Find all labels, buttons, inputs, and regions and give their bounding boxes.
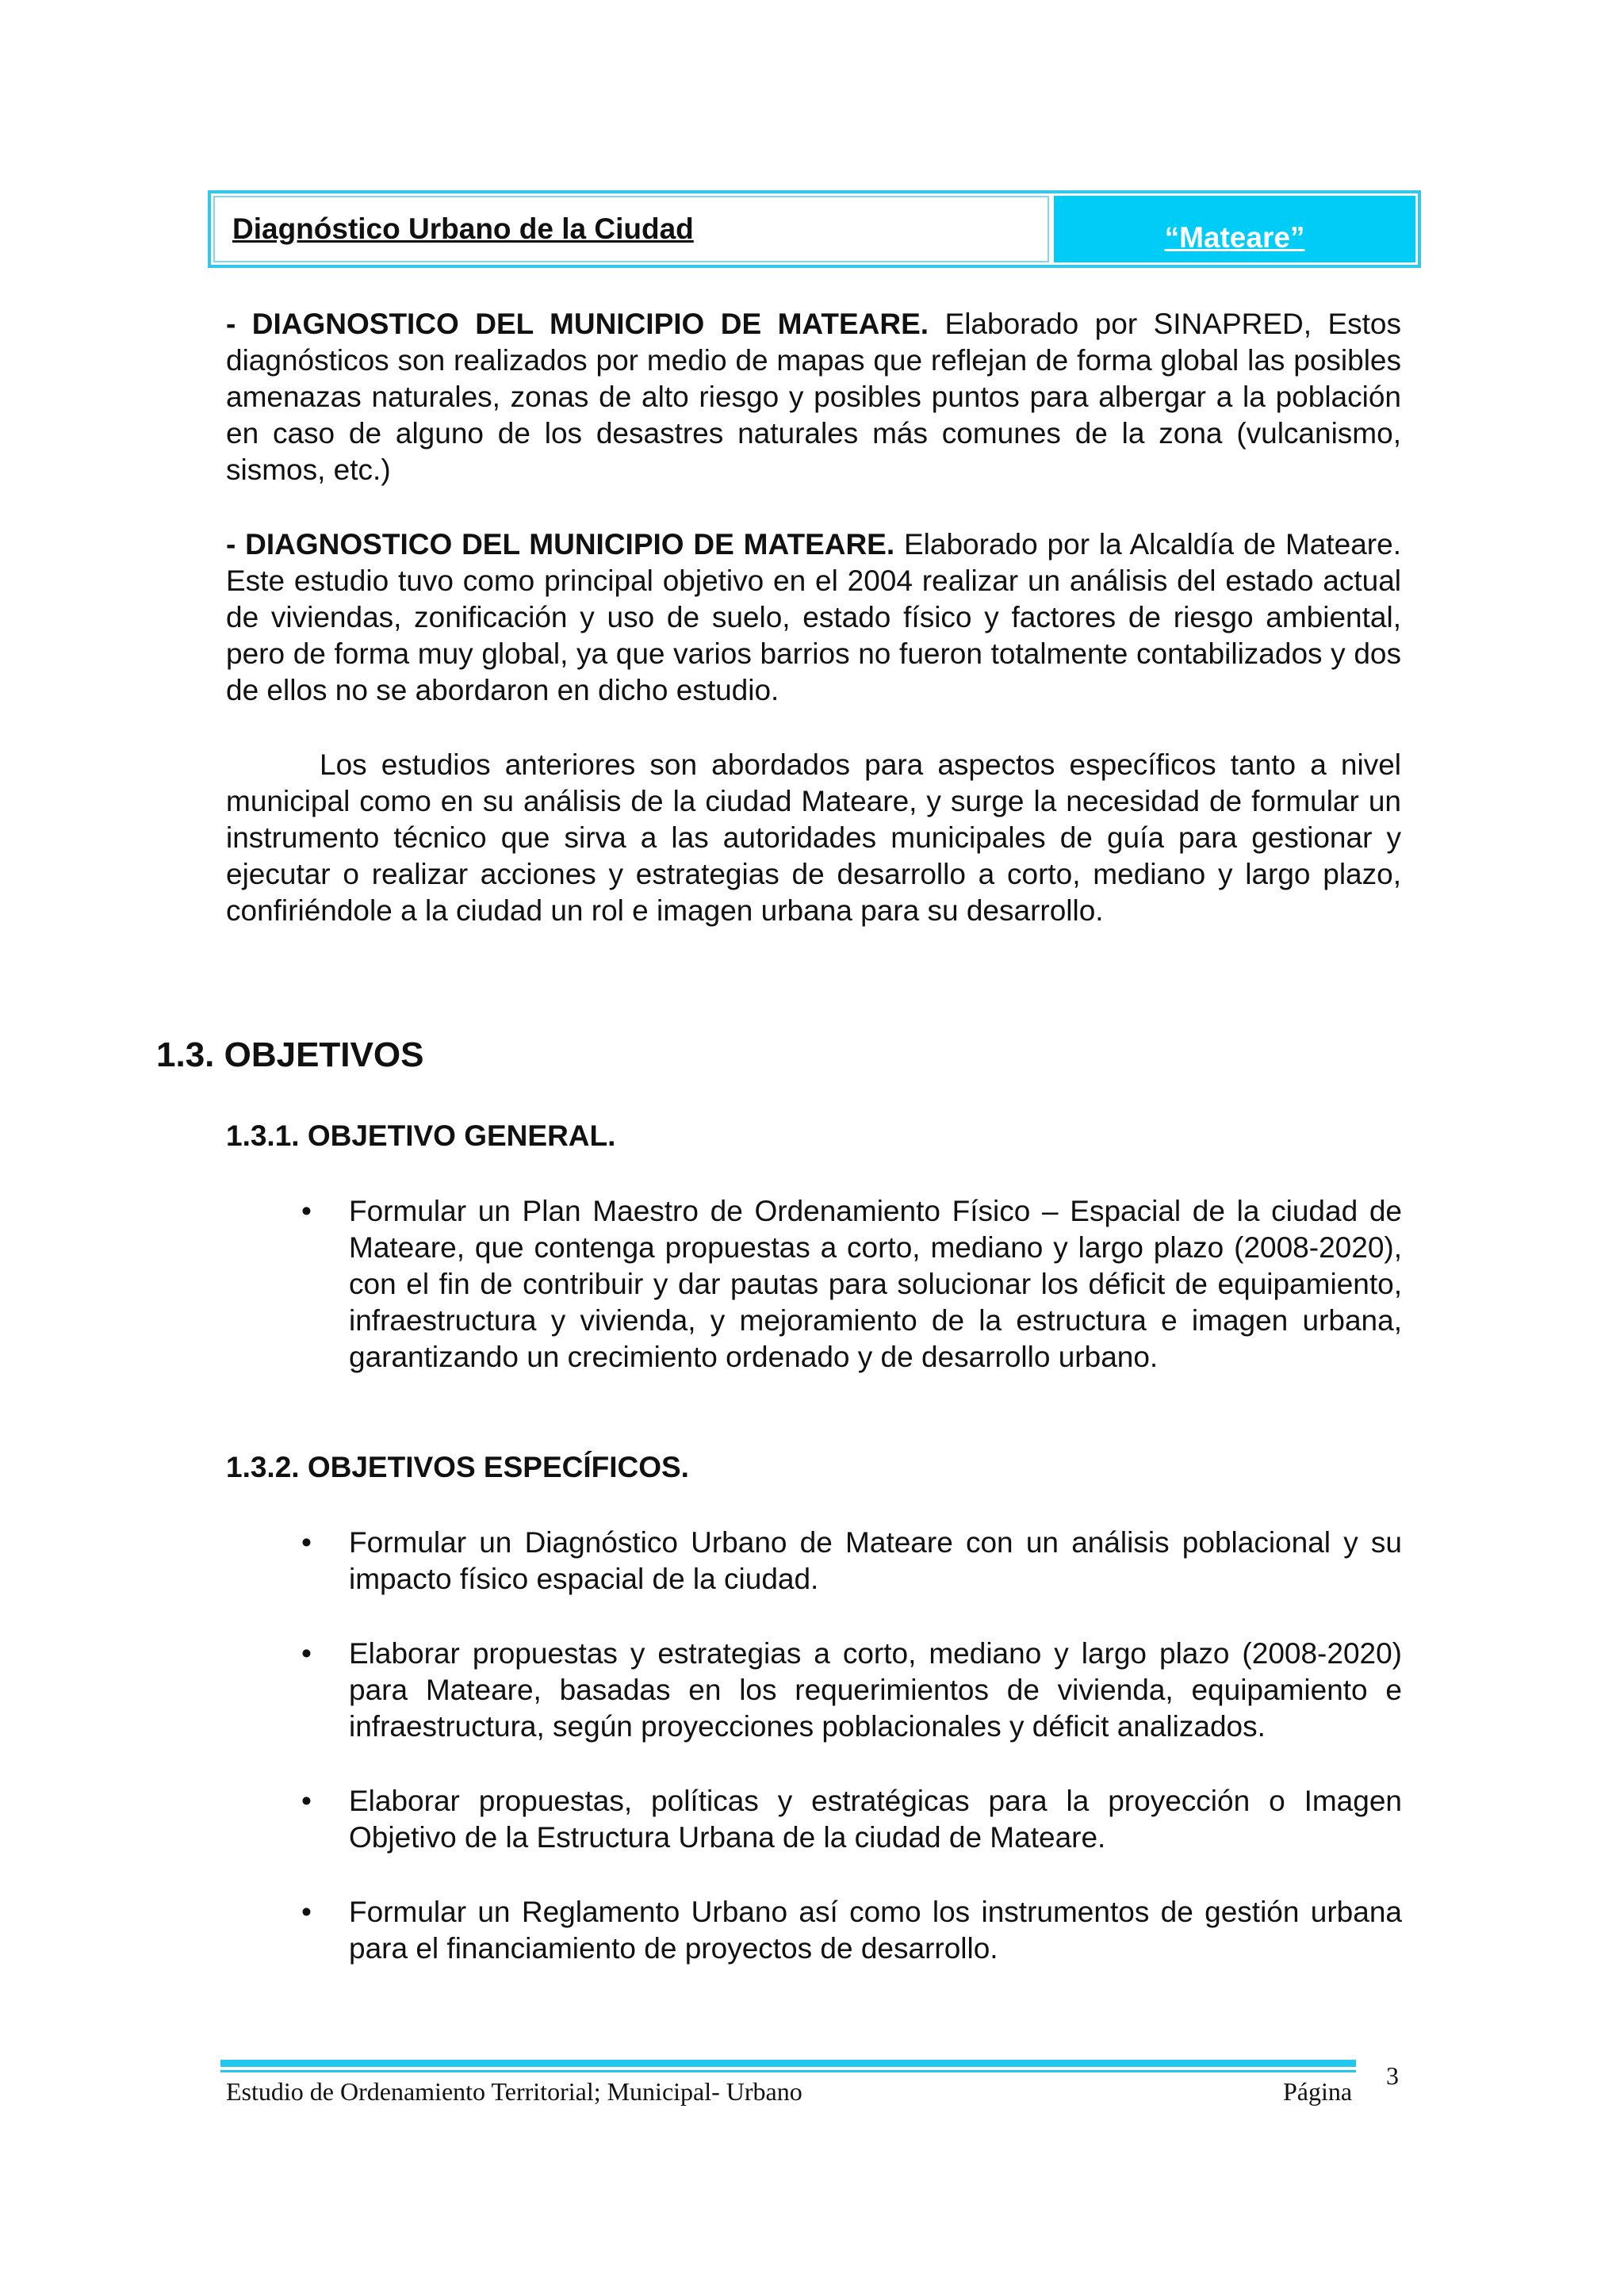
footer-rule-thin (220, 2070, 1356, 2072)
list-item-text: Elaborar propuestas y estrategias a corto, mediano y largo plazo (2008-2020) para Mateare, basadas en los requerimientos de vivienda, equipamiento e infraestructura, según proyecciones poblacionales y déficit analizados. (349, 1637, 1402, 1743)
paragraph-estudios (226, 747, 1401, 929)
subsection-heading-general: 1.3.1. OBJETIVO GENERAL. (226, 1119, 616, 1152)
general-objectives-list (301, 1193, 1402, 1376)
page-number: 3 (1386, 2061, 1399, 2090)
bullet-icon: • (301, 1896, 312, 1928)
list-item (301, 1783, 1402, 1856)
list-item (301, 1525, 1402, 1598)
section-heading: 1.3. OBJETIVOS (156, 1035, 424, 1074)
bullet-icon: • (301, 1195, 312, 1227)
header-title: Diagnóstico Urbano de la Ciudad (232, 212, 694, 245)
list-item-text: Formular un Plan Maestro de Ordenamiento Físico – Espacial de la ciudad de Mateare, que contenga propuestas a corto, mediano y largo plazo (2008-2020), con el fin de contribuir y dar pautas para solucionar los déficit de equipamiento, infraestructura y vivienda, y mejoramiento de la estructura e imagen urbana, garantizando un crecimiento ordenado y de desarrollo urbano. (349, 1195, 1402, 1373)
specific-objectives-list (301, 1525, 1402, 1967)
bullet-icon: • (301, 1785, 312, 1817)
paragraph-sinapred (226, 306, 1401, 488)
footer-rule (220, 2060, 1356, 2067)
list-item-text: Formular un Diagnóstico Urbano de Mateare con un análisis poblacional y su impacto físico espacial de la ciudad. (349, 1526, 1402, 1595)
bullet-icon: • (301, 1637, 312, 1670)
subsection-heading-specific: 1.3.2. OBJETIVOS ESPECÍFICOS. (226, 1451, 689, 1483)
footer-study-title: Estudio de Ordenamiento Territorial; Municipal- Urbano (226, 2077, 802, 2106)
paragraph-lead: - DIAGNOSTICO DEL MUNICIPIO DE MATEARE. (226, 308, 929, 340)
bullet-icon: • (301, 1526, 312, 1559)
page-header (208, 190, 1421, 268)
list-item (301, 1894, 1402, 1967)
list-item (301, 1193, 1402, 1376)
paragraph-text: Elaborado por la Alcaldía de Mateare. Este estudio tuvo como principal objetivo en el 2004 realizar un análisis del estado actual de viviendas, zonificación y uso de suelo, estado físico y factores de riesgo ambiental, pero de forma muy global, ya que varios barrios no fueron totalmente contabilizados y dos de ellos no se abordaron en dicho estudio. (226, 528, 1401, 706)
header-city-cell (1054, 196, 1415, 262)
list-item (301, 1636, 1402, 1745)
header-title-cell (213, 196, 1049, 262)
list-item-text: Elaborar propuestas, políticas y estratégicas para la proyección o Imagen Objetivo de la Estructura Urbana de la ciudad de Mateare. (349, 1785, 1402, 1854)
header-city: “Mateare” (1164, 221, 1305, 254)
paragraph-alcaldia (226, 526, 1401, 709)
footer-page-label: Página (1283, 2077, 1353, 2106)
list-item-text: Formular un Reglamento Urbano así como los instrumentos de gestión urbana para el financiamiento de proyectos de desarrollo. (349, 1896, 1402, 1965)
paragraph-text: Los estudios anteriores son abordados para aspectos específicos tanto a nivel municipal como en su análisis de la ciudad Mateare, y surge la necesidad de formular un instrumento técnico que sirva a las autoridades municipales de guía para gestionar y ejecutar o realizar acciones y estrategias de desarrollo a corto, mediano y largo plazo, confiriéndole a la ciudad un rol e imagen urbana para su desarrollo. (226, 748, 1401, 927)
paragraph-text: Elaborado por SINAPRED, Estos diagnósticos son realizados por medio de mapas que reflejan de forma global las posibles amenazas naturales, zonas de alto riesgo y posibles puntos para albergar a la población en caso de alguno de los desastres naturales más comunes de la zona (vulcanismo, sismos, etc.) (226, 308, 1401, 486)
paragraph-lead: - DIAGNOSTICO DEL MUNICIPIO DE MATEARE. (226, 528, 895, 561)
